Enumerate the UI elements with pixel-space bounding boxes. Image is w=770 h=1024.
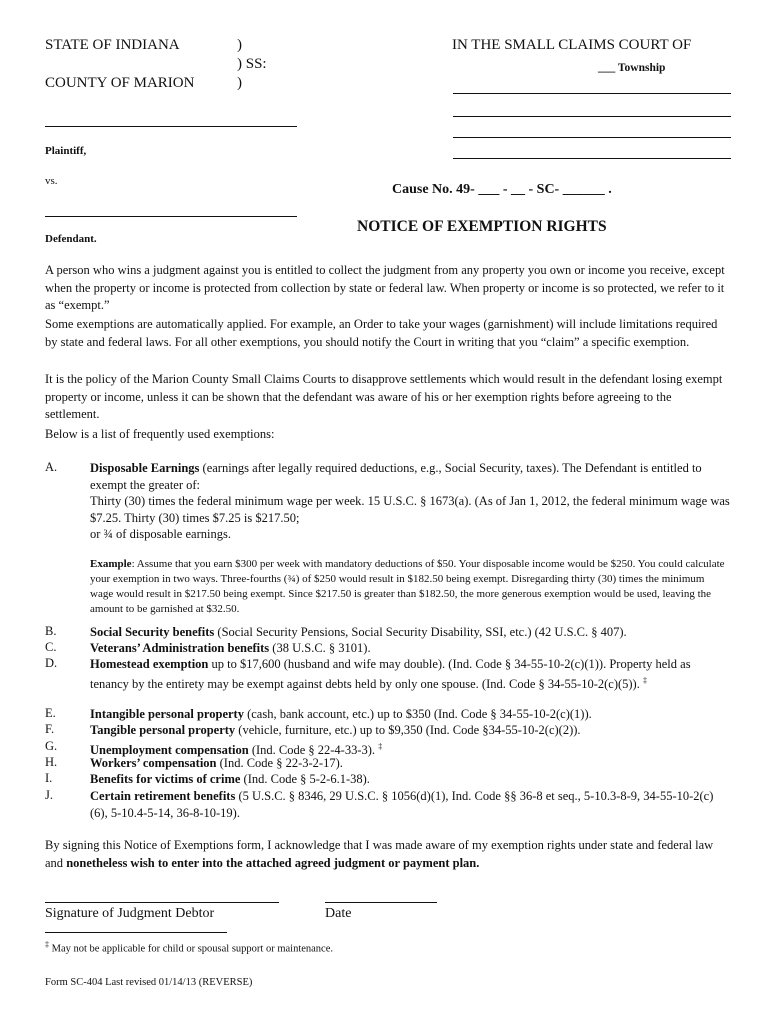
item-g-letter: G. — [45, 739, 58, 753]
date-line[interactable] — [325, 902, 437, 903]
date-label: Date — [325, 906, 352, 921]
item-i-text — [90, 771, 730, 788]
acknowledgement-text: By signing this Notice of Exemptions form, I acknowledge that I was made aware of my exemption rights under state and federal law and — [45, 838, 714, 870]
form-identifier: Form SC-404 Last revised 01/14/13 (REVERSE) — [45, 977, 253, 988]
plaintiff-label: Plaintiff, — [45, 145, 87, 157]
item-e-desc: (cash, bank account, etc.) up to $350 (Ind. Code § 34-55-10-2(c)(1)). — [243, 707, 592, 721]
item-d-desc: up to $17,600 (husband and wife may double). (Ind. Code § 34-55-10-2(c)(1)). Property held as tenancy by the entirety may be exempt against debts held by only one spouse. (Ind. Code § 34-55-10-2(c)(5)). — [90, 657, 691, 691]
item-j-letter: J. — [45, 788, 53, 802]
item-e-letter: E. — [45, 706, 56, 720]
item-g-footnote-mark: ‡ — [378, 742, 383, 751]
footnote-separator — [45, 932, 227, 933]
item-h-letter: H. — [45, 755, 58, 769]
item-f-letter: F. — [45, 722, 55, 736]
court-name: IN THE SMALL CLAIMS COURT OF — [452, 37, 692, 53]
defendant-label: Defendant. — [45, 233, 97, 245]
county-label: COUNTY OF MARION — [45, 75, 195, 91]
item-h-title: Workers’ compensation — [90, 756, 217, 770]
example-text: : Assume that you earn $300 per week with mandatory deductions of $50. Your disposable income would be $250. You could calculate your exemption in two ways. Three-fourths (¾) of $250 would result in $182.50 being exempt. Disregarding thirty (30) times the minimum wage would result in $217.50 being exempt. Since $217.50 is greater than $182.50, the more generous exemption would be used, leaving the amount to be garnished at $32.50. — [90, 558, 725, 615]
policy-paragraph: It is the policy of the Marion County Small Claims Courts to disapprove settlements which would result in the defendant losing exempt property or income, unless it can be shown that the defendant was aware of his or her exemption rights before agreeing to the settlement. — [45, 372, 723, 421]
defendant-line — [45, 216, 297, 217]
vs-label: vs. — [45, 175, 58, 187]
item-g-title: Unemployment compensation — [90, 743, 249, 758]
item-d-title: Homestead exemption — [90, 657, 209, 671]
item-e-text — [90, 706, 730, 723]
court-line-2 — [453, 116, 731, 117]
item-f-desc: (vehicle, furniture, etc.) up to $9,350 (Ind. Code §34-55-10-2(c)(2)). — [235, 723, 581, 737]
item-b-letter: B. — [45, 624, 57, 638]
cause-number: Cause No. 49- ___ - __ - SC- ______ . — [392, 182, 612, 197]
item-a-minwage: Thirty (30) times the federal minimum wage per week. 15 U.S.C. § 1673(a). (As of Jan 1, 2012, the federal minimum wage was $7.25. Thirty (30) times $7.25 is $217.50; — [90, 494, 730, 525]
item-i-desc: (Ind. Code § 5-2-6.1-38). — [240, 772, 370, 786]
court-line-3 — [453, 137, 731, 138]
caption-paren-3: ) — [237, 75, 242, 91]
item-f-text — [90, 722, 730, 739]
example-block — [90, 557, 730, 617]
item-g-desc: (Ind. Code § 22-4-33-3). — [248, 743, 376, 758]
item-e-title: Intangible personal property — [90, 707, 244, 721]
item-j-text — [90, 788, 730, 821]
item-c-desc: (38 U.S.C. § 3101). — [269, 641, 371, 655]
signature-line[interactable] — [45, 902, 279, 903]
page-title: NOTICE OF EXEMPTION RIGHTS — [357, 218, 607, 235]
item-d-letter: D. — [45, 656, 58, 670]
township-label: ___ Township — [598, 62, 666, 74]
item-b-desc: (Social Security Pensions, Social Security Disability, SSI, etc.) (42 U.S.C. § 407). — [214, 625, 627, 639]
item-c-text — [90, 640, 730, 657]
acknowledgement-bold: nonetheless wish to enter into the attached agreed judgment or payment plan. — [66, 855, 480, 870]
item-j-title: Certain retirement benefits — [90, 789, 236, 803]
item-f-title: Tangible personal property — [90, 723, 236, 737]
item-c-letter: C. — [45, 640, 57, 654]
item-a-title: Disposable Earnings — [90, 461, 200, 475]
item-i-letter: I. — [45, 771, 53, 785]
item-a-fraction: or ¾ of disposable earnings. — [90, 527, 231, 541]
plaintiff-line — [45, 126, 297, 127]
footnote-mark: ‡ — [45, 940, 49, 949]
item-b-title: Social Security benefits — [90, 625, 215, 639]
item-a-letter: A. — [45, 460, 58, 474]
footnote-text: May not be applicable for child or spousal support or maintenance. — [49, 943, 334, 955]
item-h-desc: (Ind. Code § 22-3-2-17). — [216, 756, 343, 770]
item-d-footnote-mark: ‡ — [642, 675, 647, 685]
caption-paren-1: ) — [237, 37, 242, 53]
item-a-text — [90, 460, 730, 543]
item-d-text — [90, 656, 730, 692]
auto-exemptions-paragraph: Some exemptions are automatically applied. For example, an Order to take your wages (garnishment) will include limitations required by state and federal laws. For all other exemptions, you should notify the Court in writing that you “claim” a specific exemption. — [45, 317, 718, 349]
item-c-title: Veterans’ Administration benefits — [90, 641, 270, 655]
caption-paren-ss: ) SS: — [237, 56, 267, 72]
signature-label: Signature of Judgment Debtor — [45, 906, 215, 921]
footnote — [45, 940, 333, 955]
example-label: Example — [90, 558, 132, 570]
item-b-text — [90, 624, 730, 641]
item-i-title: Benefits for victims of crime — [90, 772, 241, 786]
state-label: STATE OF INDIANA — [45, 37, 180, 53]
intro-paragraph: A person who wins a judgment against you is entitled to collect the judgment from any property you own or income you receive, except when the property or income is protected from collection by state or federal law. When property or income is so protected, we refer to it as “exempt.” — [45, 263, 725, 312]
item-j-desc: (5 U.S.C. § 8346, 29 U.S.C. § 1056(d)(1), Ind. Code §§ 36-8 et seq., 5-10.3-8-9, 34-55-10-2(c)(6), 5-10.4-5-14, 36-8-10-19). — [90, 789, 714, 820]
court-line-1 — [453, 93, 731, 94]
item-a-desc: (earnings after legally required deductions, e.g., Social Security, taxes). The Defendant is entitled to exempt the greater of: — [90, 461, 702, 492]
court-line-4 — [453, 158, 731, 159]
acknowledgement-paragraph — [45, 837, 725, 872]
list-intro: Below is a list of frequently used exemptions: — [45, 427, 275, 441]
item-h-text — [90, 755, 730, 772]
